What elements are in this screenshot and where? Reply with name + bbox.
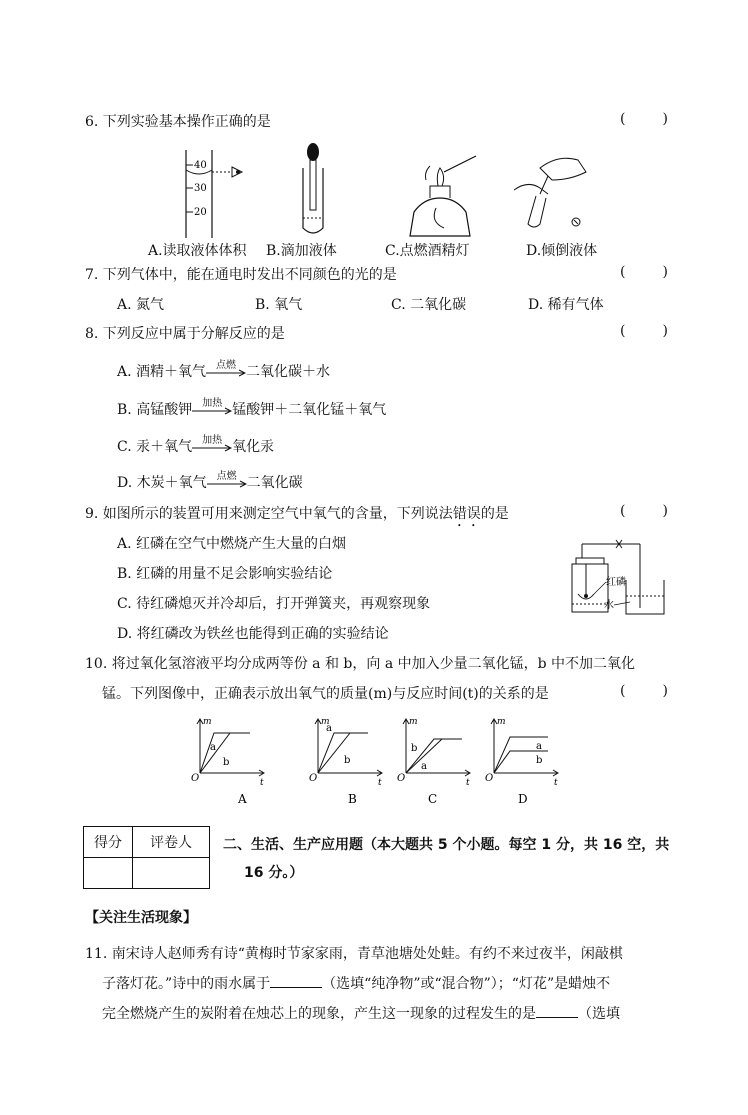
q7-option-b[interactable]: B. 氧气 xyxy=(255,297,303,313)
reaction-arrow xyxy=(206,360,246,379)
q9-stem-emphasis: 错误 xyxy=(452,506,481,522)
condition-label: 加热 xyxy=(202,435,223,446)
q11-line2 xyxy=(102,973,610,993)
series-b-label: b xyxy=(344,755,351,766)
q7-stem: 7. 下列气体中，能在通电时发出不同颜色的光的是 xyxy=(85,267,397,283)
reaction-arrow xyxy=(192,398,232,417)
origin-label: O xyxy=(309,773,318,784)
dropper-figure xyxy=(298,140,328,240)
q9-stem-post: 的是 xyxy=(480,506,509,522)
condition-label: 点燃 xyxy=(216,360,237,371)
q6-stem: 6. 下列实验基本操作正确的是 xyxy=(85,114,271,130)
origin-label: O xyxy=(485,773,494,784)
tick-30: 30 xyxy=(194,183,207,194)
q8-option-a[interactable] xyxy=(117,361,330,381)
grader-cell[interactable] xyxy=(133,858,210,889)
q10-line1: 10. 将过氧化氢溶液平均分成两等份 a 和 b，向 a 中加入少量二氧化锰，b 中不加二氧化 xyxy=(85,656,636,672)
q7-option-a[interactable]: A. 氮气 xyxy=(117,297,165,313)
series-a-label: a xyxy=(210,742,216,753)
series-b-label: b xyxy=(411,743,418,754)
q11-line2-post: （选填“纯净物”或“混合物”）；“灯花”是蜡烛不 xyxy=(322,976,611,992)
tick-40: 40 xyxy=(194,160,207,171)
q8-option-d[interactable] xyxy=(117,472,303,492)
q11-line3-pre: 完全燃烧产生的炭附着在烛芯上的现象，产生这一现象的过程发生的是 xyxy=(102,1006,536,1022)
q11-blank-1[interactable] xyxy=(270,973,322,988)
section-2-title-line2: 16 分。） xyxy=(244,865,304,881)
q6-option-d[interactable]: D.倾倒液体 xyxy=(526,243,598,259)
axis-t-label: t xyxy=(466,778,470,788)
reaction-arrow xyxy=(207,471,247,490)
products: 锰酸钾＋二氧化锰＋氧气 xyxy=(232,402,387,418)
reactants: C. 汞＋氧气 xyxy=(117,439,193,455)
axis-m-label: m xyxy=(203,717,212,727)
graph-b xyxy=(308,715,388,805)
label-water: 水 xyxy=(604,600,614,611)
tick-20: 20 xyxy=(194,207,207,218)
axis-t-label: t xyxy=(554,778,558,788)
score-header: 得分 xyxy=(84,827,133,858)
q9-answer-paren[interactable] xyxy=(620,503,668,521)
graph-d-label: D xyxy=(518,792,528,805)
axis-t-label: t xyxy=(378,778,382,788)
q9-option-a[interactable]: A. 红磷在空气中燃烧产生大量的白烟 xyxy=(117,536,347,552)
products: 氧化汞 xyxy=(232,439,275,455)
reactants: D. 木炭＋氧气 xyxy=(117,475,207,491)
grader-header: 评卷人 xyxy=(133,827,210,858)
reactants: A. 酒精＋氧气 xyxy=(117,364,207,380)
products: 二氧化碳 xyxy=(246,475,303,491)
graph-b-label: B xyxy=(348,792,357,805)
graph-a-label: A xyxy=(238,792,247,805)
graph-c xyxy=(396,715,476,805)
q9-stem-pre: 9. 如图所示的装置可用来测定空气中氧气的含量，下列说法 xyxy=(85,506,453,522)
condition-label: 加热 xyxy=(202,398,223,409)
q8-answer-paren[interactable] xyxy=(620,323,668,341)
q7-option-c[interactable]: C. 二氧化碳 xyxy=(391,297,467,313)
q9-stem xyxy=(85,503,509,530)
focus-life-heading: 【关注生活现象】 xyxy=(85,910,197,926)
axis-m-label: m xyxy=(321,717,330,727)
axis-t-label: t xyxy=(260,778,264,788)
graph-d xyxy=(484,715,564,805)
q11-line1: 11. 南宋诗人赵师秀有诗“黄梅时节家家雨，青草池塘处处蛙。有约不来过夜半，闲敲棋 xyxy=(85,946,623,962)
series-a-label: a xyxy=(536,741,542,752)
condition-label: 点燃 xyxy=(216,471,237,482)
q11-line3 xyxy=(102,1003,620,1023)
q7-answer-paren[interactable] xyxy=(620,264,668,282)
series-b-label: b xyxy=(536,755,543,766)
q6-option-a[interactable]: A.读取液体体积 xyxy=(148,243,247,259)
q9-option-c[interactable]: C. 待红磷熄灭并冷却后，打开弹簧夹，再观察现象 xyxy=(117,596,431,612)
axis-m-label: m xyxy=(497,717,506,727)
q6-answer-paren[interactable] xyxy=(620,111,668,129)
reaction-arrow xyxy=(192,435,232,454)
q11-line3-post: （选填 xyxy=(578,1006,620,1022)
series-a-label: a xyxy=(421,761,427,772)
q9-option-b[interactable]: B. 红磷的用量不足会影响实验结论 xyxy=(117,566,333,582)
q10-answer-paren[interactable] xyxy=(620,683,668,701)
cylinder-reading-figure xyxy=(180,148,250,240)
reactants: B. 高锰酸钾 xyxy=(117,402,193,418)
q9-option-d[interactable]: D. 将红磷改为铁丝也能得到正确的实验结论 xyxy=(117,626,389,642)
graph-c-label: C xyxy=(428,792,438,805)
q10-line2: 锰。下列图像中，正确表示放出氧气的质量(m)与反应时间(t)的关系的是 xyxy=(102,686,549,702)
products: 二氧化碳＋水 xyxy=(246,364,331,380)
origin-label: O xyxy=(397,773,406,784)
alcohol-lamp-figure xyxy=(400,150,480,240)
q6-option-b[interactable]: B.滴加液体 xyxy=(266,243,337,259)
q8-stem: 8. 下列反应中属于分解反应的是 xyxy=(85,326,285,342)
label-red-phosphorus: 红磷 xyxy=(606,577,626,588)
q11-blank-2[interactable] xyxy=(536,1003,578,1018)
q8-option-b[interactable] xyxy=(117,399,386,419)
q7-option-d[interactable]: D. 稀有气体 xyxy=(528,297,604,313)
oxygen-measurement-apparatus xyxy=(560,530,670,618)
series-a-label: a xyxy=(326,723,332,734)
section-2-title-line1: 二、生活、生产应用题（本大题共 5 个小题。每空 1 分，共 16 空，共 xyxy=(223,837,670,853)
score-cell[interactable] xyxy=(84,858,133,889)
q6-option-c[interactable]: C.点燃酒精灯 xyxy=(385,243,470,259)
origin-label: O xyxy=(191,773,200,784)
axis-m-label: m xyxy=(409,717,418,727)
series-b-label: b xyxy=(223,757,230,768)
q11-line2-pre: 子落灯花。”诗中的雨水属于 xyxy=(102,976,271,992)
q8-option-c[interactable] xyxy=(117,436,274,456)
score-table xyxy=(83,826,210,889)
graph-a xyxy=(190,715,270,805)
pouring-liquid-figure xyxy=(500,150,590,230)
